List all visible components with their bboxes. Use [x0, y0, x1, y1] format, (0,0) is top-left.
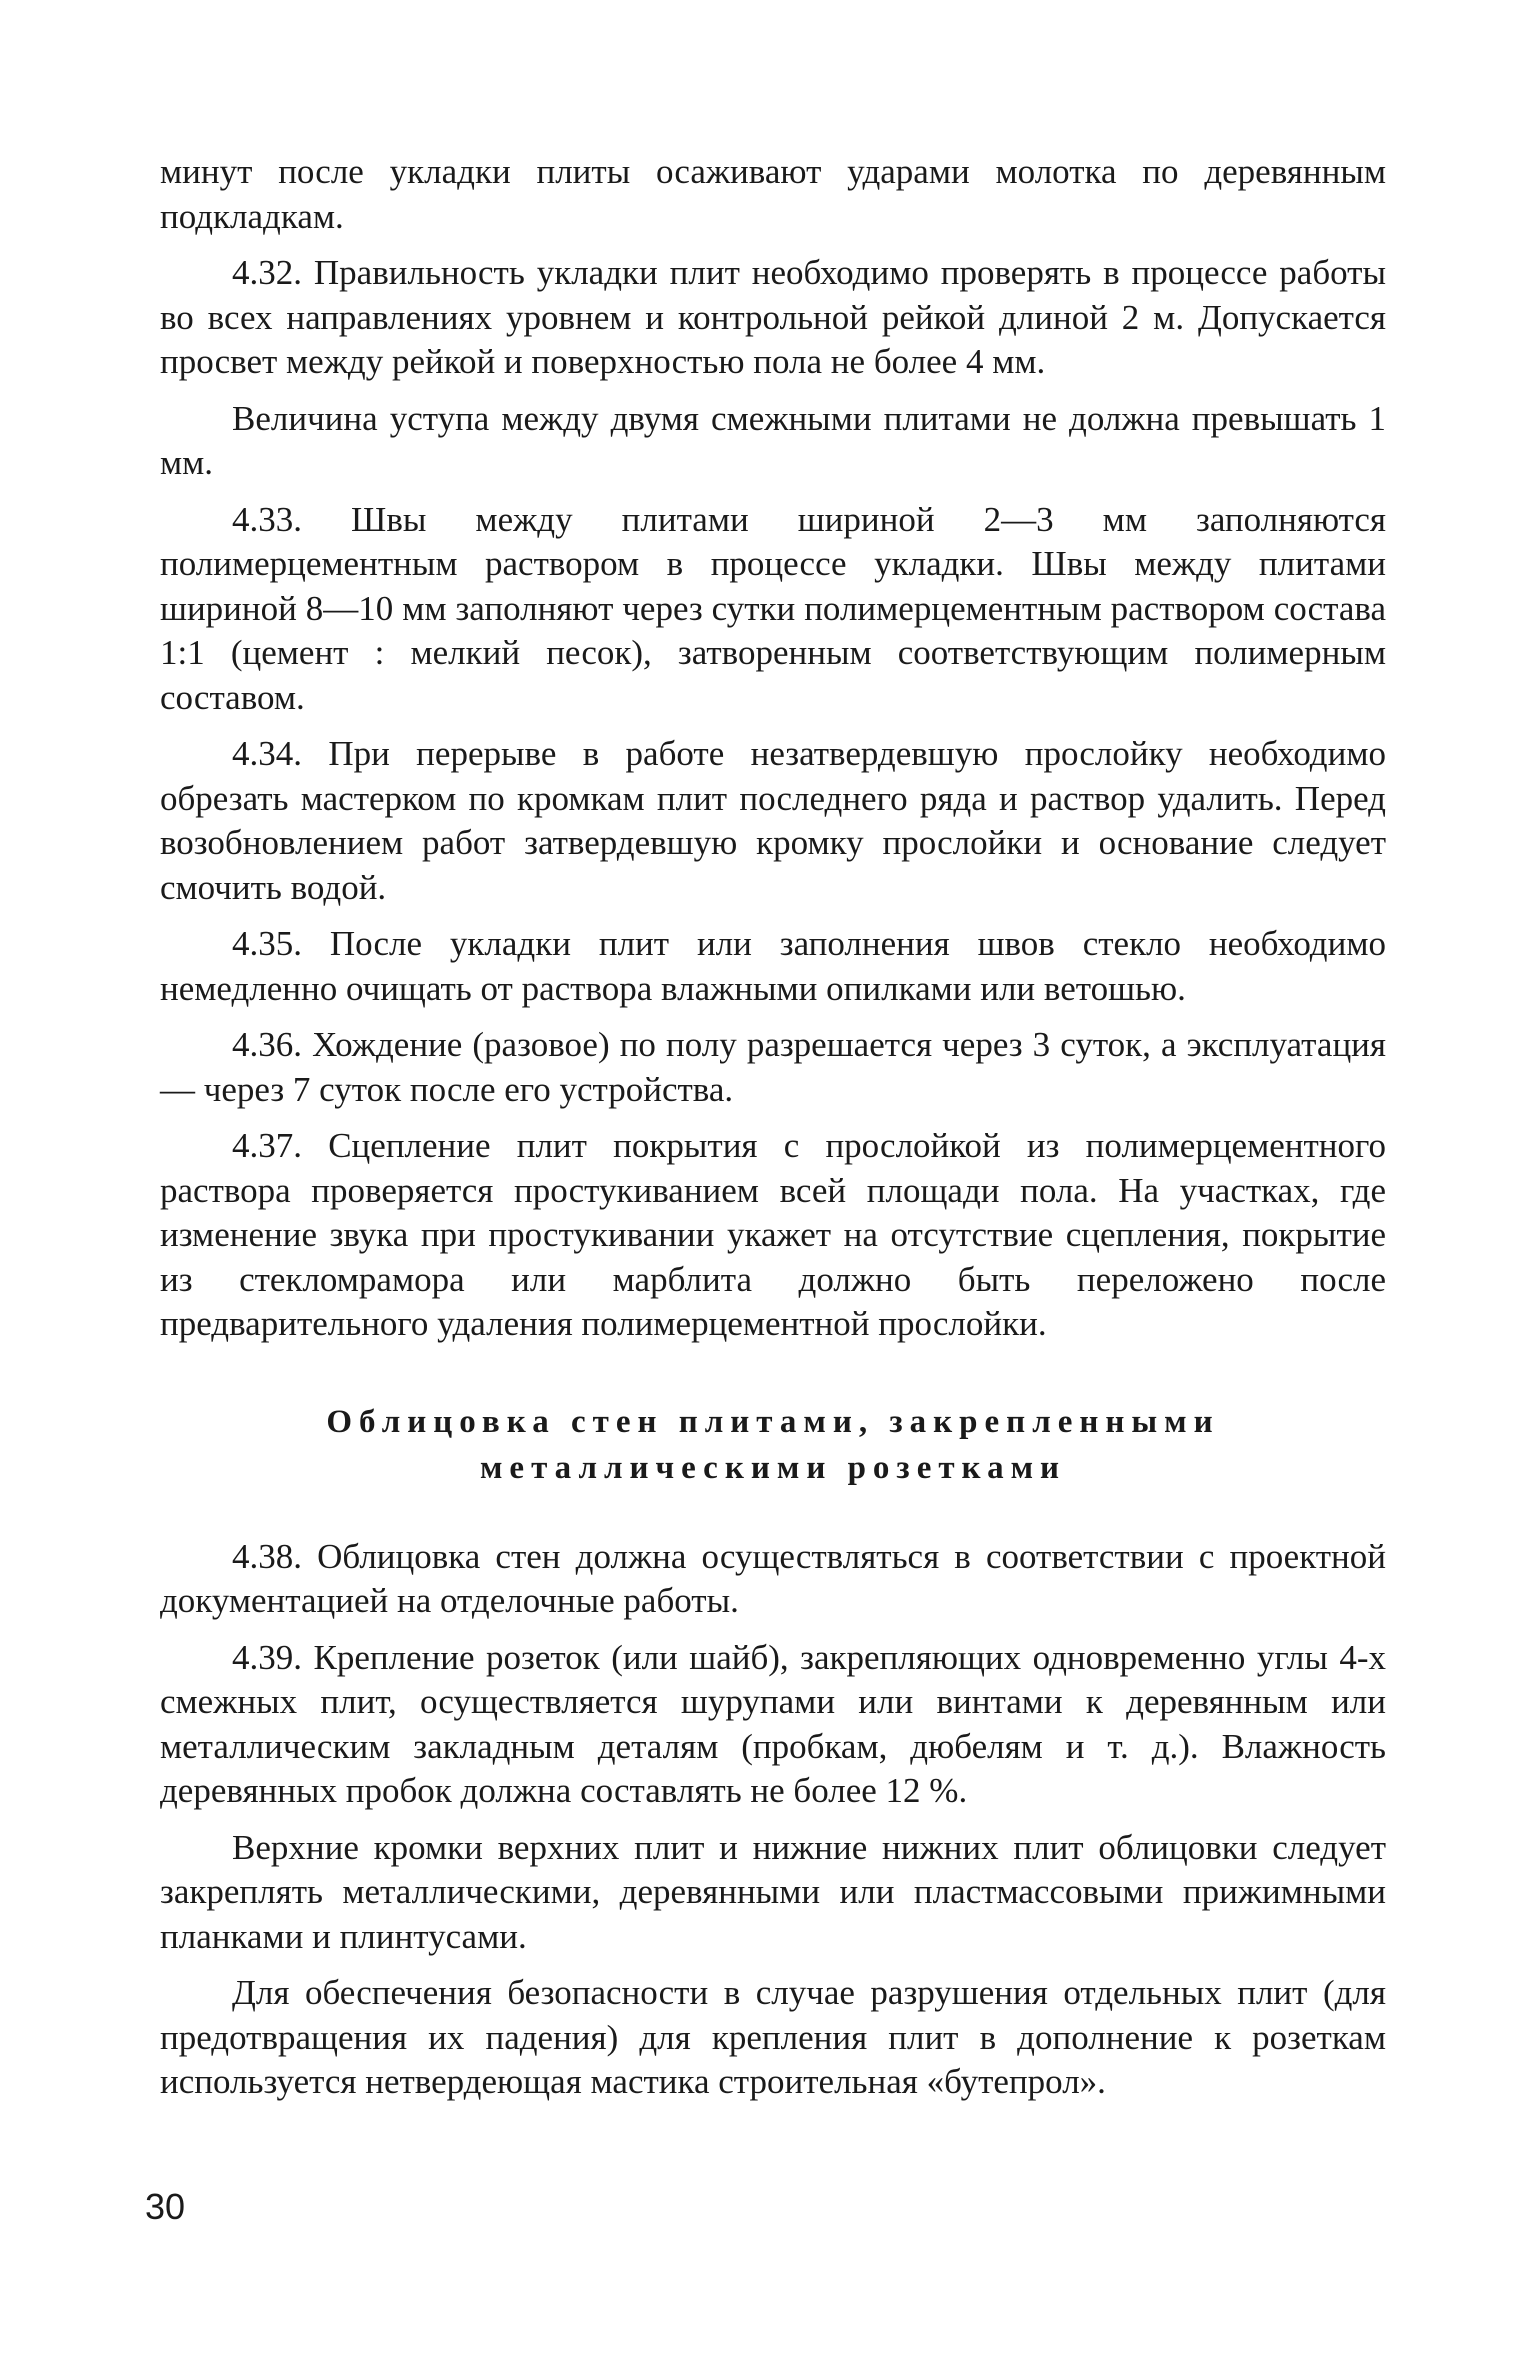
paragraph-4-37	[160, 1124, 1386, 1347]
paragraph-text: Крепление розеток (или шайб), закрепляющих одновременно углы 4-х смежных плит, осуществляется шурупами или винтами к деревянным или металлическим закладным деталям (пробкам, дюбелям и т. д.). Влажность деревянных пробок должна составлять не более 12 %.	[160, 1637, 1386, 1810]
clause-number: 4.36.	[232, 1025, 302, 1064]
page-number: 30	[145, 2186, 186, 2227]
clause-number: 4.39.	[232, 1637, 302, 1677]
paragraph-text: Облицовка стен должна осуществляться в соответствии с проектной документацией на отделочные работы.	[160, 1536, 1386, 1620]
paragraph-text: Величина уступа между двумя смежными плитами не должна превышать 1 мм.	[160, 398, 1386, 482]
paragraph-text: При перерыве в работе незатвердевшую прослойку необходимо обрезать мастерком по кромкам плит последнего ряда и раствор удалить. Перед возобновлением работ затвердевшую кромку прослойки и основание следует смочить водой.	[160, 734, 1386, 907]
paragraph-text: После укладки плит или заполнения швов стекло необходимо немедленно очищать от раствора влажными опилками или ветошью.	[160, 924, 1386, 1008]
document-page	[160, 150, 1386, 2117]
paragraph-4-38	[160, 1535, 1386, 1624]
paragraph-text: Верхние кромки верхних плит и нижние нижних плит облицовки следует закреплять металлическими, деревянными или пластмассовыми прижимными планками и плинтусами.	[160, 1827, 1386, 1956]
clause-number: 4.33.	[232, 499, 302, 539]
clause-number: 4.32.	[232, 253, 302, 292]
paragraph-text: минут после укладки плиты осаживают ударами молотка по деревянным подкладкам.	[160, 152, 1386, 236]
clause-number: 4.35.	[232, 924, 302, 963]
paragraph-text: Правильность укладки плит необходимо проверять в процессе работы во всех направлениях уровнем и контрольной рейкой длиной 2 м. Допускается просвет между рейкой и поверхностью пола не более 4 мм.	[160, 253, 1386, 381]
paragraph-text: Швы между плитами шириной 2—3 мм заполняются полимерцементным раствором в процессе укладки. Швы между плитами шириной 8—10 мм заполняют через сутки полимерцементным раствором состава 1:1 (цемент : мелкий песок), затворенным соответствующим полимерным составом.	[160, 499, 1387, 717]
paragraph-edge-fixing	[160, 1826, 1386, 1960]
body-after	[160, 1535, 1386, 2105]
paragraph-text: Для обеспечения безопасности в случае разрушения отдельных плит (для предотвращения их падения) для крепления плит в дополнение к розеткам используется нетвердеющая мастика строительная «бутепрол».	[160, 1973, 1386, 2101]
paragraph-4-33	[160, 498, 1386, 721]
clause-number: 4.38.	[232, 1536, 302, 1576]
paragraph-4-34	[160, 732, 1386, 910]
paragraph-text: Сцепление плит покрытия с прослойкой из полимерцементного раствора проверяется простукиванием всей площади пола. На участках, где изменение звука при простукивании укажет на отсутствие сцепления, покрытие из стекломрамора или марблита должно быть переложено после предварительного удаления полимерцементной прослойки.	[160, 1126, 1387, 1343]
paragraph-continuation	[160, 150, 1386, 239]
paragraph-4-35	[160, 922, 1386, 1011]
section-heading: Облицовка стен плитами, закрепленными металлическими розетками	[326, 1403, 1220, 1486]
paragraph-4-32	[160, 251, 1386, 385]
body-before	[160, 150, 1386, 1347]
clause-number: 4.34.	[232, 734, 302, 773]
paragraph-text: Хождение (разовое) по полу разрешается через 3 суток, а эксплуатация — через 7 суток после его устройства.	[160, 1025, 1387, 1109]
paragraph-ledge-limit	[160, 397, 1386, 486]
paragraph-4-36	[160, 1023, 1386, 1112]
paragraph-4-39	[160, 1636, 1386, 1814]
clause-number: 4.37.	[232, 1126, 302, 1165]
paragraph-safety	[160, 1971, 1386, 2105]
